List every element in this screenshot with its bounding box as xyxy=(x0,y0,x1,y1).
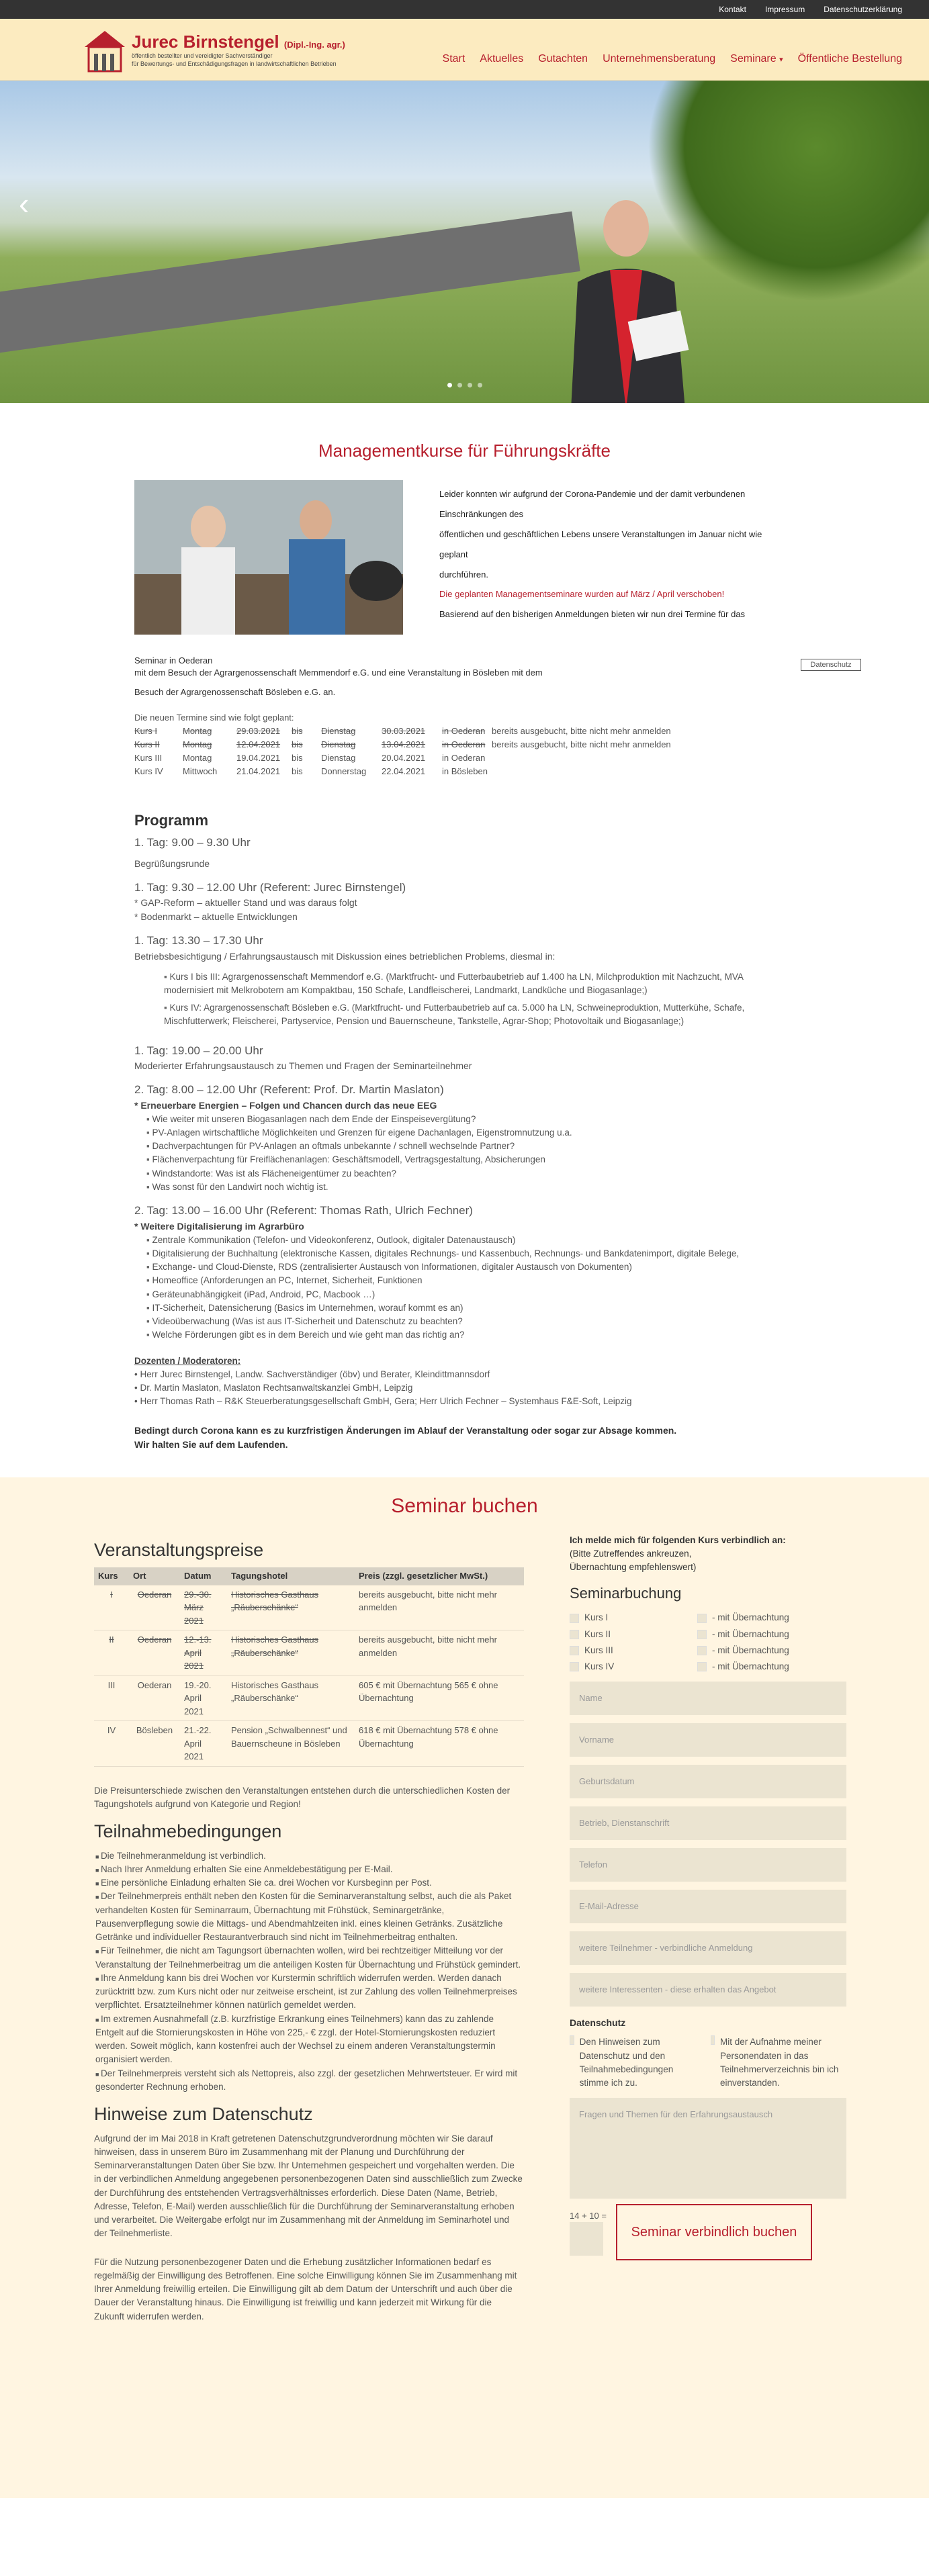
uebernachtung-checkbox[interactable] xyxy=(697,1611,832,1624)
topic-item: ▪ Zentrale Kommunikation (Telefon- und Videokonferenz, Outlook, digitaler Datenaustausch) xyxy=(146,1234,795,1247)
termin-note: bereits ausgebucht, bitte nicht mehr anmelden xyxy=(492,739,671,749)
termin-ort: in Oederan xyxy=(442,752,486,763)
slider-prev-arrow-icon[interactable]: ‹ xyxy=(19,186,30,221)
table-cell-datum: 19.-20. April 2021 xyxy=(184,1680,212,1716)
table-header: Datum xyxy=(180,1567,227,1585)
session-heading: 1. Tag: 9.00 – 9.30 Uhr xyxy=(134,836,251,849)
betrieb-item: ▪ Kurs IV: Agrargenossenschaft Bösleben e.G. (Marktfrucht- und Futterbaubetrieb auf ca. 5.000 ha LN, Schweineproduktion, Mutterkühe, Schafe, Mischfutterwerk; Fleischerei, Partyservice, Pension und Bauernscheune, Tankstelle, Agrar-Shop; Photovoltaik und Biogasanlage;) xyxy=(164,1001,795,1029)
uebernachtung-label: - mit Übernachtung xyxy=(712,1645,789,1655)
checkbox-box[interactable] xyxy=(697,1646,707,1655)
link-kontakt[interactable]: Kontakt xyxy=(719,5,746,14)
conditions-title: Teilnahmebedingungen xyxy=(94,1821,282,1842)
price-note: Die Preisunterschiede zwischen den Veranstaltungen entstehen durch die unterschiedlichen Kosten der Tagungshotels aufgrund von Kategorie und Region! xyxy=(94,1785,511,1809)
session-heading: 2. Tag: 13.00 – 16.00 Uhr (Referent: Thomas Rath, Ulrich Fechner) xyxy=(134,1204,473,1217)
table-cell-hotel: Historisches Gasthaus „Räuberschänke“ xyxy=(231,1680,319,1704)
condition-item: ■ Die Teilnehmeranmeldung ist verbindlich. xyxy=(95,1849,524,1863)
conditions-list xyxy=(95,1849,524,2095)
consent-terms-checkbox[interactable] xyxy=(570,2035,574,2045)
kurs-checkbox[interactable] xyxy=(570,1644,697,1657)
chevron-down-icon: ▾ xyxy=(779,56,783,64)
termin-day1: Montag xyxy=(183,739,212,749)
termin-row xyxy=(134,751,795,765)
kurs-checkbox-label: Kurs III xyxy=(584,1645,613,1655)
slider-dot[interactable] xyxy=(468,383,472,387)
kurs-checkbox-label: Kurs I xyxy=(584,1612,609,1623)
form-lead-hint: (Bitte Zutreffendes ankreuzen, xyxy=(570,1548,692,1559)
table-header: Ort xyxy=(129,1567,180,1585)
topic-item: ▪ Dachverpachtungen für PV-Anlagen an oftmals unbekannte / schnell wechselnde Partner? xyxy=(146,1140,795,1153)
warning-line: Wir halten Sie auf dem Laufenden. xyxy=(134,1438,288,1450)
uebernachtung-checkbox[interactable] xyxy=(697,1660,832,1673)
checkbox-box[interactable] xyxy=(570,1646,579,1655)
seminar-intro-line: Besuch der Agrargenossenschaft Bösleben e.G. an. xyxy=(134,687,336,697)
hero-road xyxy=(0,212,580,355)
termin-date2: 13.04.2021 xyxy=(382,739,426,749)
condition-item: ■ Eine persönliche Einladung erhalten Sie ca. drei Wochen vor Kursbeginn per Post. xyxy=(95,1876,524,1890)
nav-start[interactable]: Start xyxy=(442,53,466,64)
form-lead xyxy=(570,1534,846,1575)
termin-date2: 20.04.2021 xyxy=(382,752,426,763)
termin-day2: Dienstag xyxy=(321,725,356,736)
privacy-title: Hinweise zum Datenschutz xyxy=(94,2104,313,2125)
termin-row xyxy=(134,738,795,751)
table-cell-hotel: Historisches Gasthaus „Räuberschänke“ xyxy=(231,1589,319,1613)
dozent-item: • Herr Thomas Rath – R&K Steuerberatungsgesellschaft GmbH, Gera; Herr Ulrich Fechner – Systemhaus F&E-Soft, Leipzig xyxy=(134,1396,632,1407)
termin-row xyxy=(134,725,795,738)
programm-title: Programm xyxy=(134,812,209,829)
session-heading: 2. Tag: 8.00 – 12.00 Uhr (Referent: Prof. Dr. Martin Maslaton) xyxy=(134,1083,444,1097)
booking-info-column xyxy=(94,1536,524,2324)
kurs-checkbox[interactable] xyxy=(570,1628,697,1641)
topic-item: ▪ Digitalisierung der Buchhaltung (elektronische Kassen, digitales Rechnungs- und Kassenbuch, Rechnungs- und Bankdatenimport, digitale Belege, xyxy=(146,1247,795,1260)
topic-item: ▪ Was sonst für den Landwirt noch wichtig ist. xyxy=(146,1181,795,1194)
notice-line: durchführen. xyxy=(439,569,488,580)
corona-notice xyxy=(439,484,849,625)
captcha-question: 14 + 10 = xyxy=(570,2210,607,2221)
uebernachtung-label: - mit Übernachtung xyxy=(712,1628,789,1639)
termin-day2: Dienstag xyxy=(321,752,356,763)
booking-section xyxy=(0,1477,929,2498)
logo-sub1: öffentlich bestellter und vereidigter Sachverständiger xyxy=(132,52,273,59)
slider-dot[interactable] xyxy=(447,383,452,387)
table-header: Preis (zzgl. gesetzlicher MwSt.) xyxy=(355,1567,524,1585)
table-cell-preis: bereits ausgebucht, bitte nicht mehr anmelden xyxy=(359,1589,497,1613)
farm-logo-icon xyxy=(82,27,128,74)
checkbox-box[interactable] xyxy=(697,1614,707,1623)
kurs-checkbox[interactable] xyxy=(570,1611,697,1624)
logo[interactable] xyxy=(82,27,345,74)
topic-item: ▪ Welche Förderungen gibt es in dem Bereich und wie geht man das richtig an? xyxy=(146,1328,795,1342)
form-field[interactable]: weitere Teilnehmer - verbindliche Anmeldung xyxy=(570,1931,846,1965)
termin-ort: in Oederan xyxy=(442,725,486,736)
form-field[interactable]: E-Mail-Adresse xyxy=(570,1890,846,1923)
checkbox-box[interactable] xyxy=(570,1630,579,1639)
table-row xyxy=(94,1630,524,1676)
message-textarea[interactable]: Fragen und Themen für den Erfahrungsaustausch xyxy=(570,2098,846,2199)
session-topic: * Weitere Digitalisierung im Agrarbüro xyxy=(134,1220,304,1232)
termin-date1: 29.03.2021 xyxy=(236,725,281,736)
termin-day1: Montag xyxy=(183,725,212,736)
dozent-item: • Herr Jurec Birnstengel, Landw. Sachverständiger (öbv) und Berater, Kleindittmannsdorf xyxy=(134,1369,490,1379)
seminar-intro-line: mit dem Besuch der Agrargenossenschaft Memmendorf e.G. und eine Veranstaltung in Bösleben mit dem xyxy=(134,667,543,678)
nav-oeffentliche-bestellung[interactable]: Öffentliche Bestellung xyxy=(797,53,902,64)
form-lead-hint: Übernachtung empfehlenswert) xyxy=(570,1562,697,1573)
termin-row xyxy=(134,765,795,778)
main-content xyxy=(0,438,929,1452)
termin-bis: bis xyxy=(292,739,303,749)
hero-slider xyxy=(0,81,929,403)
logo-suffix: (Dipl.-Ing. agr.) xyxy=(283,39,345,50)
top-bar xyxy=(0,0,929,19)
slider-dot[interactable] xyxy=(457,383,462,387)
condition-item: ■ Ihre Anmeldung kann bis drei Wochen vor Kurstermin schriftlich widerrufen werden. Werden danach zurücktritt bzw. zum Kurs nicht oder nur zeitweise erscheint, ist zur Zahlung des vollen Teilnehmerpreises verpflichtet. Ersatzteilnehmer können natürlich gemeldet werden. xyxy=(95,1972,524,2013)
form-field[interactable]: Name xyxy=(570,1682,846,1715)
table-cell-ort: Bösleben xyxy=(136,1725,173,1736)
table-row xyxy=(94,1675,524,1721)
topic-item: ▪ Wie weiter mit unseren Biogasanlagen nach dem Ende der Einspeisevergütung? xyxy=(146,1113,795,1126)
kurs-checkboxes xyxy=(570,1611,846,1673)
form-title: Seminarbuchung xyxy=(570,1585,682,1602)
warning-line: Bedingt durch Corona kann es zu kurzfristigen Änderungen im Ablauf der Veranstaltung oder sogar zur Absage kommen. xyxy=(134,1424,677,1436)
termin-ort: in Oederan xyxy=(442,739,486,749)
page-title: Managementkurse für Führungskräfte xyxy=(318,441,611,461)
condition-item: ■ Der Teilnehmerpreis versteht sich als Nettopreis, also zzgl. der gesetzlichen Mehrwertsteuer. Er wird mit gesonderter Rechnung erhoben. xyxy=(95,2067,524,2095)
session-text: * GAP-Reform – aktueller Stand und was daraus folgt xyxy=(134,897,357,909)
termin-date2: 22.04.2021 xyxy=(382,766,426,777)
betrieb-item: ▪ Kurs I bis III: Agrargenossenschaft Memmendorf e.G. (Marktfrucht- und Futterbaubetrieb auf 1.400 ha LN, Milchproduktion mit Nachzucht, MVA modernisiert mit Melkrobotern am Kompaktbau, 150 Schafe, Landfleischerei, Landmarkt, Landküche und Biogasanlage;) xyxy=(164,970,795,998)
topic-item: ▪ IT-Sicherheit, Datensicherung (Basics im Unternehmen, worauf kommt es an) xyxy=(146,1301,795,1315)
captcha-input[interactable] xyxy=(570,2222,603,2256)
termin-day1: Montag xyxy=(183,752,212,763)
termin-day2: Donnerstag xyxy=(321,766,367,777)
termin-date2: 30.03.2021 xyxy=(382,725,426,736)
termin-bis: bis xyxy=(292,725,303,736)
notice-line: öffentlichen und geschäftlichen Lebens unsere Veranstaltungen im Januar nicht wie xyxy=(439,528,762,539)
intro-section xyxy=(134,480,852,678)
form-field[interactable]: Betrieb, Dienstanschrift xyxy=(570,1806,846,1840)
dozenten-section xyxy=(134,1354,795,1409)
nav-seminare-label: Seminare xyxy=(730,53,777,64)
hero-person-image xyxy=(551,188,705,403)
table-cell-kurs: II xyxy=(109,1635,114,1645)
uebernachtung-checkbox[interactable] xyxy=(697,1644,832,1657)
uebernachtung-label: - mit Übernachtung xyxy=(712,1612,789,1623)
session-heading: 1. Tag: 13.30 – 17.30 Uhr xyxy=(134,934,263,948)
nav-unternehmensberatung[interactable]: Unternehmensberatung xyxy=(603,53,716,64)
form-field[interactable]: weitere Interessenten - diese erhalten das Angebot xyxy=(570,1973,846,2007)
consent-checkboxes xyxy=(570,2035,846,2090)
topic-item: ▪ PV-Anlagen wirtschaftliche Möglichkeiten und Grenzen für eigene Dachanlagen, Eigenstromnutzung u.a. xyxy=(146,1126,795,1140)
table-cell-preis: 605 € mit Übernachtung 565 € ohne Übernachtung xyxy=(359,1680,498,1704)
consent-list-checkbox[interactable] xyxy=(711,2035,715,2045)
cattle-farm-photo xyxy=(134,480,403,635)
notice-line: Einschränkungen des xyxy=(439,508,524,519)
session-text: Betriebsbesichtigung / Erfahrungsaustausch mit Diskussion eines betrieblichen Problems, diesmal in: xyxy=(134,950,556,962)
notice-highlight: Die geplanten Managementseminare wurden auf März / April verschoben! xyxy=(439,589,725,600)
booking-form xyxy=(570,1534,846,2261)
notice-line: Basierend auf den bisherigen Anmeldungen bieten wir nun drei Termine für das xyxy=(439,609,746,620)
datenschutz-pill-button[interactable]: Datenschutz xyxy=(801,659,861,671)
notice-line: geplant xyxy=(439,549,468,559)
slider-dots xyxy=(0,383,929,387)
termin-date1: 19.04.2021 xyxy=(236,752,281,763)
topic-item: ▪ Flächenverpachtung für Freiflächenanlagen: Geschäftsmodell, Vertragsgestaltung, Absicherungen xyxy=(146,1153,795,1166)
nav-seminare[interactable] xyxy=(730,51,783,67)
table-row xyxy=(94,1721,524,1767)
captcha-row xyxy=(570,2204,846,2260)
table-cell-ort: Oederan xyxy=(137,1635,172,1645)
session-topic: * Erneuerbare Energien – Folgen und Chancen durch das neue EEG xyxy=(134,1099,437,1111)
table-cell-ort: Oederan xyxy=(137,1680,172,1690)
condition-item: ■ Der Teilnehmerpreis enthält neben den Kosten für die Seminarveranstaltung selbst, auch die als Paket verhandelten Kosten für Seminarraum, Übernachtung mit Frühstück, Seminargetränke, Pausenverpflegung sowie die Mittags- und Abendmahlzeiten inkl. eines kleinen Getränks. Zusätzliche Getränke und individueller Restaurantverbrauch sind nicht im Teilnehmerbeitrag enthalten. xyxy=(95,1890,524,1944)
topic-item: ▪ Windstandorte: Was ist als Flächeneigentümer zu beachten? xyxy=(146,1167,795,1181)
termine-intro: Die neuen Termine sind wie folgt geplant: xyxy=(134,712,294,723)
betrieb-list xyxy=(164,970,795,1029)
checkbox-box[interactable] xyxy=(570,1662,579,1671)
condition-item: ■ Für Teilnehmer, die nicht am Tagungsort übernachten wollen, wird bei rechtzeitiger Mitteilung vor der Veranstaltung der Teilnehmerbeitrag um die anteiligen Kosten für Übernachtung und Frühstück gemindert. xyxy=(95,1944,524,1972)
uebernachtung-label: - mit Übernachtung xyxy=(712,1661,789,1672)
termin-note: bereits ausgebucht, bitte nicht mehr anmelden xyxy=(492,725,671,736)
privacy-text: Aufgrund der im Mai 2018 in Kraft getretenen Datenschutzgrundverordnung möchten wir Sie darauf hinweisen, dass in unserem Büro im Zusammenhang mit der Planung und Durchführung der Seminarveranstaltungen Daten über Sie bzw. Ihr Unternehmen gespeichert und vorgehalten werden. Die in der verbindlichen Anmeldung angegebenen personenbezogenen Daten sind ausschließlich zum Zwecke der Durchführung des entstehenden Vertragsverhältnisses erforderlich. Diese Daten (Name, Betrieb, Adresse, Telefon, E-Mail) werden ausschließlich für die Durchführung der Seminarveranstaltung erhoben und verarbeitet. Die Weitergabe erfolgt nur im Zusammenhang mit der Anmeldung im Seminarhotel und der Teilnehmerliste. xyxy=(94,2133,523,2239)
form-field[interactable]: Vorname xyxy=(570,1723,846,1757)
logo-name: Jurec Birnstengel xyxy=(132,31,279,52)
topic-list xyxy=(146,1234,795,1342)
session-text: * Bodenmarkt – aktuelle Entwicklungen xyxy=(134,911,298,923)
privacy-text: Für die Nutzung personenbezogener Daten und die Erhebung zusätzlicher Informationen bedarf es regelmäßig der Einwilligung des Betroffenen. Eine solche Einwilligung können Sie im Zusammenhang mit Ihrer Anmeldung freiwillig erteilen. Die Einwilligung gilt ab dem Datum der Unterschrift und auch über die Dauer der Veranstaltung hinaus. Die Einwilligung ist freiwillig und kann jederzeit mit Wirkung für die Zukunft widerrufen werden. xyxy=(94,2256,517,2321)
nav-gutachten[interactable]: Gutachten xyxy=(538,53,588,64)
logo-sub2: für Bewertungs- und Entschädigungsfragen in landwirtschaftlichen Betrieben xyxy=(132,60,337,67)
price-table xyxy=(94,1567,524,1767)
termin-day2: Dienstag xyxy=(321,739,356,749)
table-header: Kurs xyxy=(94,1567,129,1585)
checkbox-box[interactable] xyxy=(697,1662,707,1671)
topic-item: ▪ Homeoffice (Anforderungen an PC, Internet, Sicherheit, Funktionen xyxy=(146,1274,795,1287)
main-nav xyxy=(443,51,902,67)
session-text: Begrüßungsrunde xyxy=(134,858,210,869)
topic-item: ▪ Videoüberwachung (Was ist aus IT-Sicherheit und Datenschutz zu beachten? xyxy=(146,1315,795,1328)
termin-ort: in Bösleben xyxy=(442,766,488,777)
topic-list xyxy=(146,1113,795,1195)
slider-dot[interactable] xyxy=(478,383,482,387)
termin-kurs: Kurs II xyxy=(134,739,160,749)
booking-title: Seminar buchen xyxy=(391,1494,538,1517)
termin-bis: bis xyxy=(292,766,303,777)
kurs-checkbox-label: Kurs II xyxy=(584,1628,611,1639)
form-lead-title: Ich melde mich für folgenden Kurs verbindlich an: xyxy=(570,1534,786,1545)
termin-date1: 21.04.2021 xyxy=(236,766,281,777)
datenschutz-label: Datenschutz xyxy=(570,2017,626,2029)
dozenten-heading: Dozenten / Moderatoren: xyxy=(134,1355,241,1366)
consent-list[interactable] xyxy=(711,2035,845,2090)
dozent-item: • Dr. Martin Maslaton, Maslaton Rechtsanwaltskanzlei GmbH, Leipzig xyxy=(134,1383,413,1393)
uebernachtung-checkbox[interactable] xyxy=(697,1628,832,1641)
table-cell-datum: 21.-22. April 2021 xyxy=(184,1725,212,1762)
termin-kurs: Kurs IV xyxy=(134,766,163,777)
table-cell-preis: 618 € mit Übernachtung 578 € ohne Übernachtung xyxy=(359,1725,498,1749)
checkbox-box[interactable] xyxy=(570,1614,579,1623)
consent-terms-label: Den Hinweisen zum Datenschutz und den Teilnahmebedingungen stimme ich zu. xyxy=(579,2037,674,2088)
table-row xyxy=(94,1585,524,1630)
session-text: Moderierter Erfahrungsaustausch zu Themen und Fragen der Seminarteilnehmer xyxy=(134,1060,472,1072)
prices-title: Veranstaltungspreise xyxy=(94,1539,264,1560)
notice-line: Leider konnten wir aufgrund der Corona-Pandemie und der damit verbundenen xyxy=(439,489,746,499)
nav-aktuelles[interactable]: Aktuelles xyxy=(480,53,524,64)
table-cell-datum: 29.-30. März 2021 xyxy=(184,1589,212,1626)
table-cell-hotel: Historisches Gasthaus „Räuberschänke“ xyxy=(231,1635,319,1658)
submit-booking-button[interactable]: Seminar verbindlich buchen xyxy=(616,2204,812,2260)
table-cell-preis: bereits ausgebucht, bitte nicht mehr anmelden xyxy=(359,1635,497,1658)
table-cell-hotel: Pension „Schwalbennest“ und Bauernscheune in Bösleben xyxy=(231,1725,347,1749)
corona-warning xyxy=(134,1424,795,1452)
link-impressum[interactable]: Impressum xyxy=(764,5,805,14)
consent-list-label: Mit der Aufnahme meiner Personendaten in das Teilnehmerverzeichnis bin ich einverstanden. xyxy=(720,2037,839,2088)
termin-day1: Mittwoch xyxy=(183,766,218,777)
table-cell-kurs: III xyxy=(107,1680,116,1690)
kurs-checkbox[interactable] xyxy=(570,1660,697,1673)
link-datenschutz[interactable]: Datenschutzerklärung xyxy=(824,5,902,14)
topic-item: ▪ Exchange- und Cloud-Dienste, RDS (zentralisierter Austausch von Informationen, digitaler Austausch von Dokumenten) xyxy=(146,1260,795,1274)
condition-item: ■ Nach Ihrer Anmeldung erhalten Sie eine Anmeldebestätigung per E-Mail. xyxy=(95,1863,524,1876)
table-cell-kurs: I xyxy=(110,1589,113,1600)
termin-kurs: Kurs I xyxy=(134,725,157,736)
table-header: Tagungshotel xyxy=(227,1567,355,1585)
form-field[interactable]: Geburtsdatum xyxy=(570,1765,846,1798)
seminar-intro xyxy=(134,655,543,678)
consent-terms[interactable] xyxy=(570,2035,704,2090)
table-cell-kurs: IV xyxy=(107,1725,116,1736)
programm-section xyxy=(134,809,795,1342)
seminar-intro-line: Seminar in Oederan xyxy=(134,655,213,665)
table-cell-ort: Oederan xyxy=(137,1589,172,1600)
condition-item: ■ Im extremen Ausnahmefall (z.B. kurzfristige Erkrankung eines Teilnehmers) kann das zu zahlende Entgelt auf die Stornierungskosten in Höhe von 225,- € zzgl. der Hotel-Stornierungskosten reduziert werden. Soweit möglich, kann kostenfrei auch der Wechsel zu einem anderen Veranstaltungstermin organisiert werden. xyxy=(95,2013,524,2067)
form-field[interactable]: Telefon xyxy=(570,1848,846,1882)
session-heading: 1. Tag: 9.30 – 12.00 Uhr (Referent: Jurec Birnstengel) xyxy=(134,880,406,894)
topic-item: ▪ Geräteunabhängigkeit (iPad, Android, PC, Macbook …) xyxy=(146,1288,795,1301)
site-header xyxy=(0,19,929,81)
termin-bis: bis xyxy=(292,752,303,763)
termine-list xyxy=(134,711,795,779)
checkbox-box[interactable] xyxy=(697,1630,707,1639)
session-heading: 1. Tag: 19.00 – 20.00 Uhr xyxy=(134,1044,263,1057)
termin-kurs: Kurs III xyxy=(134,752,163,763)
kurs-checkbox-label: Kurs IV xyxy=(584,1661,615,1672)
table-cell-datum: 12.-13. April 2021 xyxy=(184,1635,212,1671)
termin-date1: 12.04.2021 xyxy=(236,739,281,749)
